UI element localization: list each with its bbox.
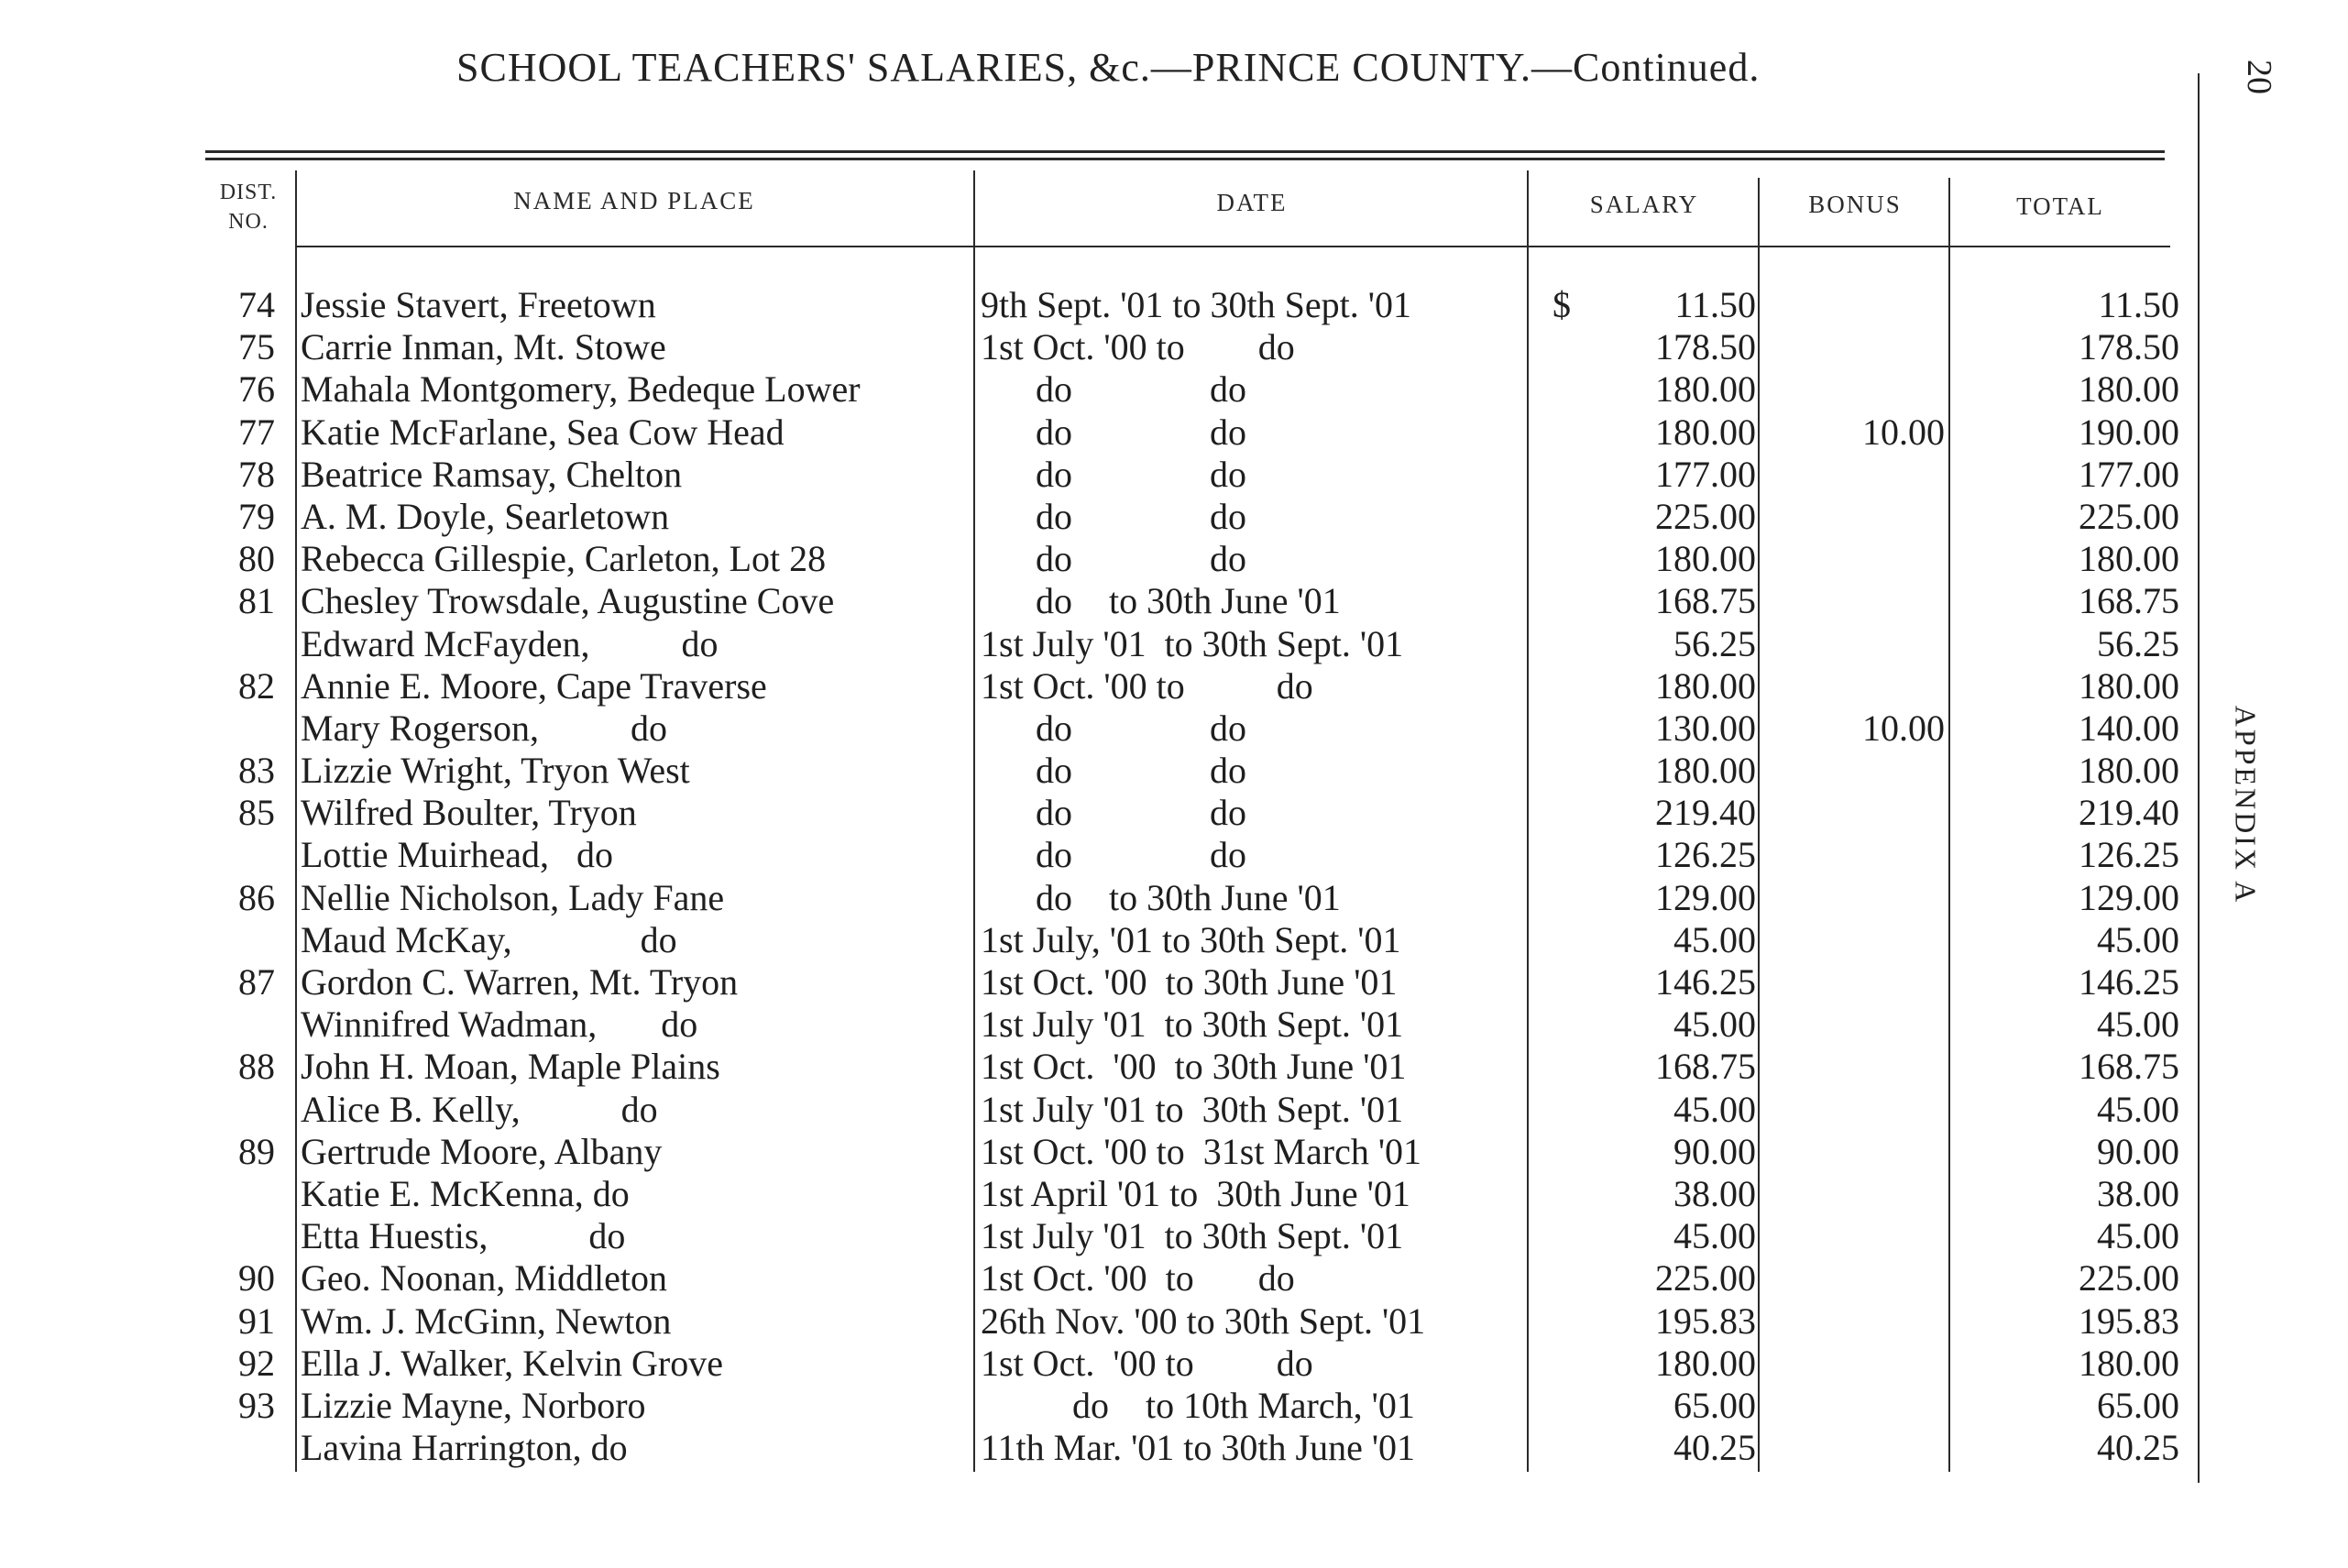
dist-no-cell: 91 <box>238 1299 275 1342</box>
name-and-place-cell: Geo. Noonan, Middleton <box>301 1257 667 1299</box>
table-row <box>0 1427 2348 1469</box>
total-cell: 45.00 <box>2097 1088 2179 1130</box>
name-and-place-cell: Beatrice Ramsay, Chelton <box>301 453 683 495</box>
table-row <box>0 1173 2348 1215</box>
total-cell: 146.25 <box>2079 961 2179 1003</box>
date-cell: 26th Nov. '00 to 30th Sept. '01 <box>981 1299 1426 1342</box>
header-rule <box>297 246 2170 247</box>
name-and-place-cell: Gordon C. Warren, Mt. Tryon <box>301 961 739 1003</box>
table-row <box>0 665 2348 707</box>
total-cell: 177.00 <box>2079 453 2179 495</box>
date-cell: do do <box>981 792 1246 834</box>
dist-no-cell: 77 <box>238 411 275 453</box>
total-cell: 126.25 <box>2079 834 2179 876</box>
total-cell: 45.00 <box>2097 1003 2179 1046</box>
name-and-place-cell: Nellie Nicholson, Lady Fane <box>301 876 725 918</box>
name-and-place-cell: A. M. Doyle, Searletown <box>301 495 670 537</box>
date-cell: do to 30th June '01 <box>981 580 1341 622</box>
name-and-place-cell: Jessie Stavert, Freetown <box>301 284 656 325</box>
total-cell: 180.00 <box>2079 750 2179 792</box>
dist-no-cell: 86 <box>238 876 275 918</box>
total-cell: 190.00 <box>2079 411 2179 453</box>
dist-no-cell: 88 <box>238 1046 275 1088</box>
total-cell: 38.00 <box>2097 1172 2179 1214</box>
total-cell: 219.40 <box>2079 792 2179 834</box>
table-row <box>0 1343 2348 1385</box>
name-and-place-cell: Katie E. McKenna, do <box>301 1172 630 1214</box>
table-row <box>0 750 2348 792</box>
header-bonus: BONUS <box>1808 191 1902 218</box>
table-row <box>0 411 2348 454</box>
name-and-place-cell: Alice B. Kelly, do <box>301 1088 658 1130</box>
salary-cell: 180.00 <box>1655 538 1756 580</box>
table-row <box>0 961 2348 1003</box>
top-rule-lower <box>205 158 2165 160</box>
table-row <box>0 496 2348 538</box>
table-row <box>0 1003 2348 1046</box>
dist-no-cell: 74 <box>238 284 275 325</box>
salary-cell: 180.00 <box>1655 664 1756 707</box>
salary-cell: 146.25 <box>1655 961 1756 1003</box>
salary-cell: 40.25 <box>1673 1427 1756 1469</box>
dist-no-cell: 89 <box>238 1130 275 1172</box>
name-and-place-cell: Mary Rogerson, do <box>301 707 667 749</box>
total-cell: 225.00 <box>2079 1257 2179 1299</box>
total-cell: 45.00 <box>2097 918 2179 960</box>
date-cell: 1st July, '01 to 30th Sept. '01 <box>981 918 1401 960</box>
salary-cell: 45.00 <box>1673 1215 1756 1257</box>
name-and-place-cell: Etta Huestis, do <box>301 1215 626 1257</box>
salary-cell: 180.00 <box>1655 1342 1756 1384</box>
total-cell: 178.50 <box>2079 326 2179 368</box>
name-and-place-cell: Mahala Montgomery, Bedeque Lower <box>301 368 861 411</box>
date-cell: do do <box>981 707 1246 749</box>
name-and-place-cell: Lizzie Mayne, Norboro <box>301 1384 646 1426</box>
salary-cell: 56.25 <box>1673 622 1756 664</box>
total-cell: 225.00 <box>2079 495 2179 537</box>
date-cell: do do <box>981 411 1246 453</box>
name-and-place-cell: Lizzie Wright, Tryon West <box>301 750 690 792</box>
table-row <box>0 919 2348 961</box>
table-row <box>0 1385 2348 1427</box>
name-and-place-cell: Winnifred Wadman, do <box>301 1003 698 1046</box>
date-cell: 1st Oct. '00 to do <box>981 326 1295 368</box>
date-cell: do to 30th June '01 <box>981 876 1341 918</box>
table-row <box>0 623 2348 665</box>
date-cell: do do <box>981 453 1246 495</box>
table-row <box>0 1257 2348 1299</box>
date-cell: do do <box>981 368 1246 411</box>
salary-cell: 219.40 <box>1655 792 1756 834</box>
bonus-cell: 10.00 <box>1862 411 1945 453</box>
table-row <box>0 284 2348 326</box>
table-row <box>0 1046 2348 1088</box>
total-cell: 45.00 <box>2097 1215 2179 1257</box>
table-row <box>0 1215 2348 1257</box>
appendix-label: APPENDIX A <box>2229 705 2263 905</box>
salary-cell: 130.00 <box>1655 707 1756 749</box>
salary-cell: 178.50 <box>1655 326 1756 368</box>
dist-no-cell: 85 <box>238 792 275 834</box>
salary-cell: 90.00 <box>1673 1130 1756 1172</box>
top-rule-upper <box>205 150 2165 153</box>
name-and-place-cell: Katie McFarlane, Sea Cow Head <box>301 411 784 453</box>
total-cell: 168.75 <box>2079 1046 2179 1088</box>
total-cell: 56.25 <box>2097 622 2179 664</box>
date-cell: 1st Oct. '00 to 30th June '01 <box>981 961 1398 1003</box>
currency-symbol: $ <box>1553 284 1571 325</box>
dist-no-cell: 90 <box>238 1257 275 1299</box>
date-cell: do do <box>981 495 1246 537</box>
total-cell: 11.50 <box>2098 284 2179 325</box>
name-and-place-cell: Lottie Muirhead, do <box>301 834 614 876</box>
salary-cell: 168.75 <box>1655 580 1756 622</box>
dist-no-cell: 80 <box>238 538 275 580</box>
date-cell: 1st Oct. '00 to 30th June '01 <box>981 1046 1407 1088</box>
total-cell: 168.75 <box>2079 580 2179 622</box>
dist-no-cell: 79 <box>238 495 275 537</box>
salary-cell: 126.25 <box>1655 834 1756 876</box>
dist-no-cell: 83 <box>238 750 275 792</box>
salary-cell: 180.00 <box>1655 368 1756 411</box>
date-cell: 1st April '01 to 30th June '01 <box>981 1172 1410 1214</box>
date-cell: 1st July '01 to 30th Sept. '01 <box>981 1088 1404 1130</box>
name-and-place-cell: Gertrude Moore, Albany <box>301 1130 663 1172</box>
table-row <box>0 368 2348 411</box>
header-dist-no <box>203 178 293 236</box>
total-cell: 180.00 <box>2079 368 2179 411</box>
salary-cell: 11.50 <box>1674 284 1756 325</box>
salary-cell: 65.00 <box>1673 1384 1756 1426</box>
name-and-place-cell: Edward McFayden, do <box>301 622 719 664</box>
date-cell: 1st Oct. '00 to do <box>981 1342 1313 1384</box>
salary-cell: 45.00 <box>1673 1088 1756 1130</box>
table-row <box>0 707 2348 750</box>
date-cell: 1st July '01 to 30th Sept. '01 <box>981 1215 1404 1257</box>
total-cell: 129.00 <box>2079 876 2179 918</box>
date-cell: do do <box>981 750 1246 792</box>
table-row <box>0 834 2348 876</box>
page-number: 20 <box>2240 60 2278 94</box>
total-cell: 65.00 <box>2097 1384 2179 1426</box>
table-row <box>0 326 2348 368</box>
salary-cell: 45.00 <box>1673 918 1756 960</box>
dist-no-cell: 81 <box>238 580 275 622</box>
salary-cell: 180.00 <box>1655 750 1756 792</box>
table-row <box>0 580 2348 622</box>
table-row <box>0 1300 2348 1343</box>
header-salary: SALARY <box>1589 191 1699 218</box>
dist-no-cell: 78 <box>238 453 275 495</box>
total-cell: 90.00 <box>2097 1130 2179 1172</box>
name-and-place-cell: Lavina Harrington, do <box>301 1427 628 1469</box>
date-cell: 1st Oct. '00 to do <box>981 1257 1295 1299</box>
name-and-place-cell: Rebecca Gillespie, Carleton, Lot 28 <box>301 538 827 580</box>
name-and-place-cell: Annie E. Moore, Cape Traverse <box>301 664 767 707</box>
salary-cell: 38.00 <box>1673 1172 1756 1214</box>
dist-no-cell: 87 <box>238 961 275 1003</box>
name-and-place-cell: Ella J. Walker, Kelvin Grove <box>301 1342 723 1384</box>
date-cell: do do <box>981 538 1246 580</box>
table-row <box>0 792 2348 834</box>
name-and-place-cell: Maud McKay, do <box>301 918 677 960</box>
date-cell: do to 10th March, '01 <box>981 1384 1415 1426</box>
date-cell: 9th Sept. '01 to 30th Sept. '01 <box>981 284 1411 325</box>
total-cell: 140.00 <box>2079 707 2179 749</box>
table-row <box>0 1089 2348 1131</box>
dist-no-cell: 76 <box>238 368 275 411</box>
total-cell: 180.00 <box>2079 1342 2179 1384</box>
date-cell: 1st July '01 to 30th Sept. '01 <box>981 622 1404 664</box>
header-total: TOTAL <box>2016 192 2104 220</box>
header-date: DATE <box>1216 189 1288 216</box>
header-name-and-place: NAME AND PLACE <box>513 187 755 214</box>
table-row <box>0 1131 2348 1173</box>
bonus-cell: 10.00 <box>1862 707 1945 749</box>
dist-no-cell: 75 <box>238 326 275 368</box>
name-and-place-cell: Wm. J. McGinn, Newton <box>301 1299 672 1342</box>
dist-no-cell: 82 <box>238 664 275 707</box>
salary-cell: 177.00 <box>1655 453 1756 495</box>
salary-cell: 195.83 <box>1655 1299 1756 1342</box>
name-and-place-cell: John H. Moan, Maple Plains <box>301 1046 720 1088</box>
table-row <box>0 877 2348 919</box>
date-cell: 11th Mar. '01 to 30th June '01 <box>981 1427 1416 1469</box>
total-cell: 40.25 <box>2097 1427 2179 1469</box>
name-and-place-cell: Chesley Trowsdale, Augustine Cove <box>301 580 835 622</box>
date-cell: 1st July '01 to 30th Sept. '01 <box>981 1003 1404 1046</box>
name-and-place-cell: Wilfred Boulter, Tryon <box>301 792 637 834</box>
date-cell: 1st Oct. '00 to 31st March '01 <box>981 1130 1422 1172</box>
header-dist-line2: NO. <box>228 210 269 234</box>
dist-no-cell: 92 <box>238 1342 275 1384</box>
header-dist-line1: DIST. <box>219 181 278 204</box>
date-cell: 1st Oct. '00 to do <box>981 664 1313 707</box>
date-cell: do do <box>981 834 1246 876</box>
dist-no-cell: 93 <box>238 1384 275 1426</box>
table-row <box>0 454 2348 496</box>
salary-cell: 180.00 <box>1655 411 1756 453</box>
salary-cell: 225.00 <box>1655 495 1756 537</box>
total-cell: 180.00 <box>2079 664 2179 707</box>
total-cell: 195.83 <box>2079 1299 2179 1342</box>
name-and-place-cell: Carrie Inman, Mt. Stowe <box>301 326 666 368</box>
salary-cell: 225.00 <box>1655 1257 1756 1299</box>
salary-cell: 129.00 <box>1655 876 1756 918</box>
page-title: SCHOOL TEACHERS' SALARIES, &c.—PRINCE COUNTY.—Continued. <box>456 45 1761 90</box>
salary-cell: 45.00 <box>1673 1003 1756 1046</box>
table-row <box>0 538 2348 580</box>
total-cell: 180.00 <box>2079 538 2179 580</box>
salary-cell: 168.75 <box>1655 1046 1756 1088</box>
salary-table-body <box>0 284 2348 1469</box>
